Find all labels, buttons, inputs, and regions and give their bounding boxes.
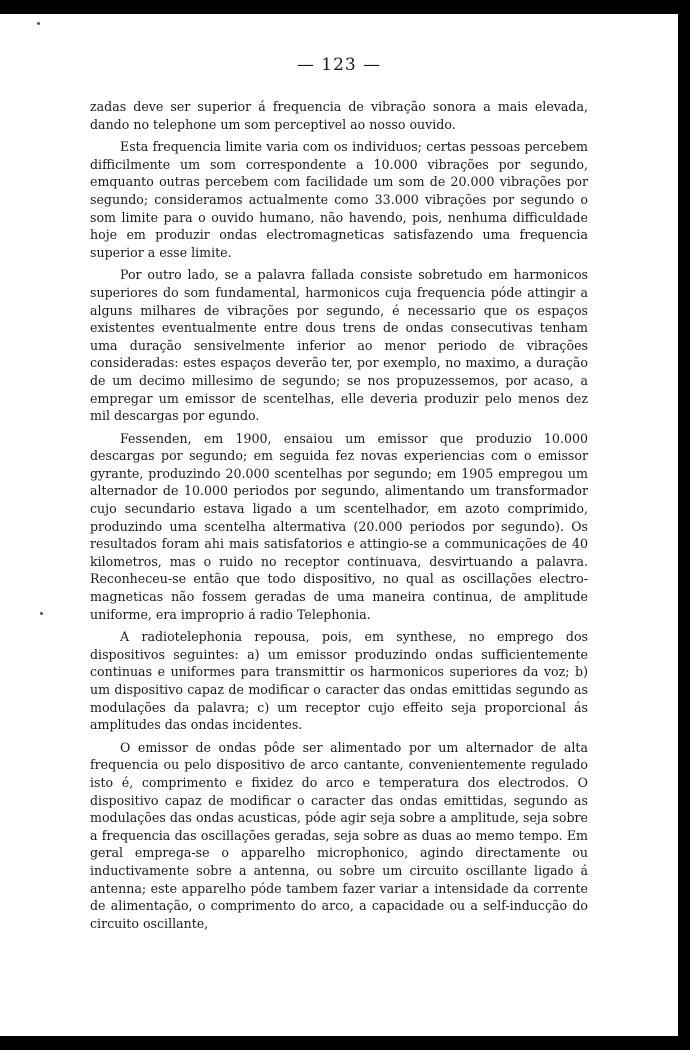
paragraph-3: Por outro lado, se a palavra fallada consiste sobretudo em harmonicos superiores do som fundamental, harmonicos cuja frequencia póde attingir a alguns milhares de vibrações por segundo, é necessario que os espaços existentes eventualmente entre dous trens de ondas consecutivas tenham uma duração sensivelmente inferior ao menor periodo de vibrações consideradas: estes espaços deverão ter, por exemplo, no maximo, a duração de um decimo millesimo de segundo; se nos propuzessemos, por acaso, a empregar um emissor de scentelhas, elle deveria produzir pelo menos dez mil descargas por egundo. bbox=[90, 267, 588, 424]
scan-border-right bbox=[678, 0, 690, 1050]
scan-border-top bbox=[0, 0, 690, 14]
paragraph-4: Fessenden, em 1900, ensaiou um emissor que produzio 10.000 descargas por segundo; em seguida fez novas experiencias com o emissor gyrante, produzindo 20.000 scentelhas por segundo; em 1905 empregou um alternador de 10.000 periodos por segundo, alimentando um transformador cujo secundario estava ligado a um scentelhador, em azoto comprimido, produzindo uma scentelha altermativa (20.000 periodos por segundo). Os resultados foram ahi mais satisfatorios e attingio-se a communicações de 40 kilometros, mas o ruido no receptor continuava, desvirtuando a palavra. Reconheceu-se então que todo dispositivo, no qual as oscillações electro-magneticas não fossem geradas de uma maneira continua, de amplitude uniforme, era improprio á radio Telephonia. bbox=[90, 430, 588, 622]
paragraph-6: O emissor de ondas pôde ser alimentado por um alternador de alta frequencia ou pelo dispositivo de arco cantante, convenientemente regulado isto é, comprimento e fixidez do arco e temperatura dos electrodos. O dispositivo capaz de modificar o caracter das ondas emittidas, segundo as modulações das ondas acusticas, póde agir seja sobre a amplitude, seja sobre a frequencia das oscillações geradas, seja sobre as duas ao memo tempo. Em geral emprega-se o apparelho microphonico, agindo directamente ou inductivamente sobre a antenna, ou sobre um circuito oscillante ligado á antenna; este apparelho póde tambem fazer variar a intensidade da corrente de alimentação, o comprimento do arco, a capacidade ou a self-inducção do circuito oscillante, bbox=[90, 739, 588, 931]
page-number: — 123 — bbox=[296, 55, 382, 75]
scan-speck bbox=[37, 22, 40, 25]
scan-speck bbox=[40, 612, 43, 615]
paragraph-2: Esta frequencia limite varia com os individuos; certas pessoas percebem difficilmente um som correspondente a 10.000 vibrações por segundo, emquanto outras percebem com facilidade um som de 20.000 vibrações por segundo; consideramos actualmente como 33.000 vibrações por segundo o som limite para o ouvido humano, não havendo, pois, nenhuma difficuldade hoje em produzir ondas electromagneticas satisfazendo uma frequencia superior a esse limite. bbox=[90, 139, 588, 260]
paragraph-1: zadas deve ser superior á frequencia de vibração sonora a mais elevada, dando no telephone um som perceptivel ao nosso ouvido. bbox=[90, 99, 588, 132]
scan-border-bottom bbox=[0, 1036, 690, 1050]
page-body bbox=[90, 98, 588, 932]
paragraph-5: A radiotelephonia repousa, pois, em synthese, no emprego dos dispositivos seguintes: a) um emissor produzindo ondas sufficientemente continuas e uniformes para transmittir os harmonicos superiores da voz; b) um dispositivo capaz de modificar o caracter das ondas emittidas segundo as modulações da palavra; c) um receptor cujo effeito seja proporcional ás amplitudes das ondas incidentes. bbox=[90, 629, 588, 733]
